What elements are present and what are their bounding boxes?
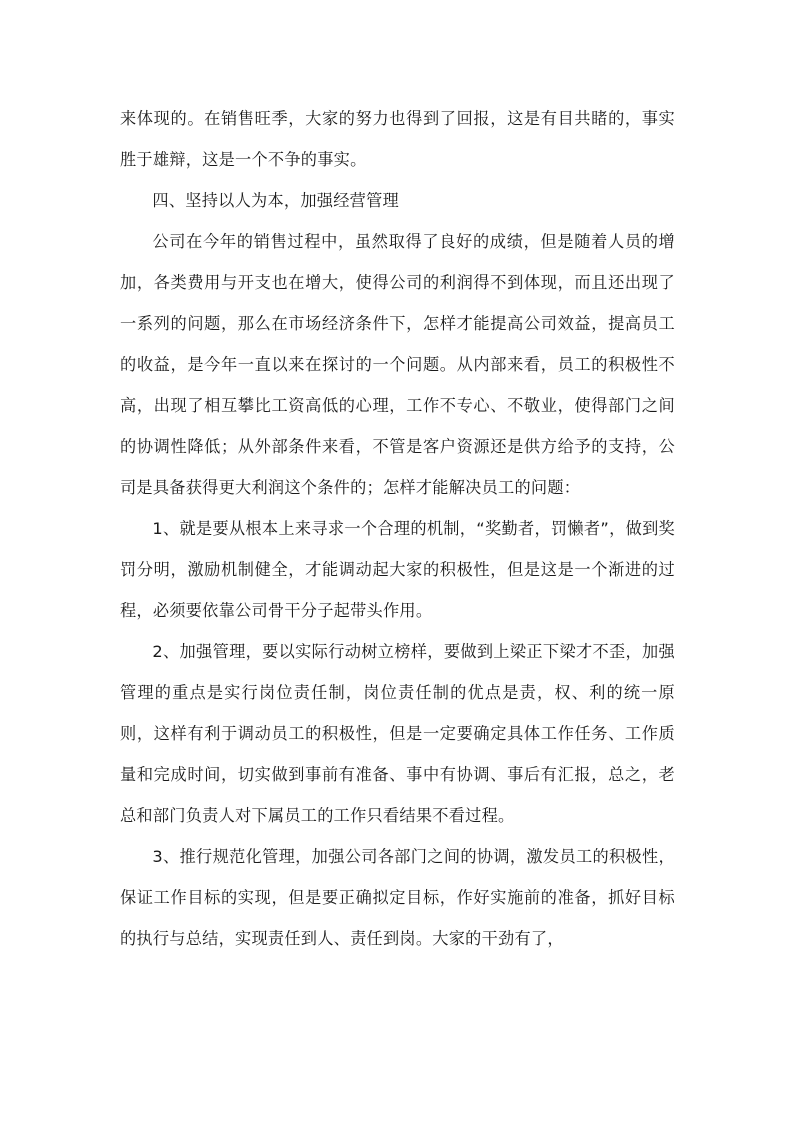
section-heading: 四、坚持以人为本，加强经营管理 — [152, 191, 399, 210]
paragraph-analysis: 公司在今年的销售过程中，虽然取得了良好的成绩，但是随着人员的增加，各类费用与开支也在增大，使得公司的利润得不到体现，而且还出现了一系列的问题，那么在市场经济条件下，怎样才能提高公司效益，提高员工的收益，是今年一直以来在探讨的一个问题。从内部来看，员工的积极性不高，出现了相互攀比工资高低的心理，工作不专心、不敬业，使得部门之间的协调性降低；从外部条件来看，不管是客户资源还是供方给予的支持，公司是具备获得更大利润这个条件的；怎样才能解决员工的问题： — [120, 232, 675, 497]
list-item-2: 2、加强管理，要以实际行动树立榜样，要做到上梁正下梁才不歪，加强管理的重点是实行岗位责任制，岗位责任制的优点是责，权、利的统一原则，这样有利于调动员工的积极性，但是一定要确定具体工作任务、工作质量和完成时间，切实做到事前有准备、事中有协调、事后有汇报，总之，老总和部门负责人对下属员工的工作只看结果不看过程。 — [120, 642, 675, 825]
document-body — [120, 98, 675, 959]
paragraph-continuation: 来体现的。在销售旺季，大家的努力也得到了回报，这是有目共睹的，事实胜于雄辩，这是一个不争的事实。 — [120, 109, 675, 169]
list-item-3: 3、推行规范化管理，加强公司各部门之间的协调，激发员工的积极性，保证工作目标的实现，但是要正确拟定目标，作好实施前的准备，抓好目标的执行与总结，实现责任到人、责任到岗。大家的干劲有了， — [120, 847, 675, 948]
list-item-1: 1、就是要从根本上来寻求一个合理的机制，“奖勤者，罚懒者”，做到奖罚分明，激励机制健全，才能调动起大家的积极性，但是这是一个渐进的过程，必须要依靠公司骨干分子起带头作用。 — [120, 519, 675, 620]
